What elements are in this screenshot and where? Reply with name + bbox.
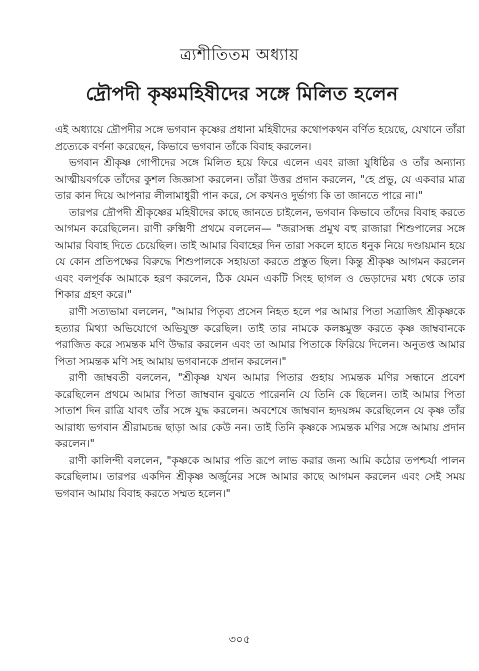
- paragraph: তারপর দ্রৌপদী শ্রীকৃষ্ণের মহিষীদের কাছে জানতে চাইলেন, ভগবান কিভাবে তাঁদের বিবাহ করতে আগমন করেছিলেন। রাণী রুক্মিণী প্রথমে বললেন— "জরাসন্ধ প্রমুখ বহু রাজারা শিশুপালের সঙ্গে আমার বিবাহ দিতে চেয়েছিল। তাই আমার বিবাহের দিন তারা সকলে হাতে ধনুক নিয়ে দণ্ডায়মান হয়ে যে কোন প্রতিপক্ষের বিরুদ্ধে শিশুপালকে সহায়তা করতে প্রস্তুত ছিল। কিন্তু শ্রীকৃষ্ণ আগমন করলেন এবং বলপূর্বক আমাকে হরণ করলেন, ঠিক যেমন একটি সিংহ ছাগল ও ভেড়াদের মধ্য থেকে তার শিকার গ্রহণ করে।": [55, 206, 465, 302]
- chapter-title: দ্রৌপদী কৃষ্ণমহিষীদের সঙ্গে মিলিত হলেন: [85, 83, 399, 105]
- page-number: ৩০৫: [228, 633, 251, 646]
- paragraph: রাণী সত্যভামা বললেন, "আমার পিতৃব্য প্রসেন নিহত হলে পর আমার পিতা সত্রাজিৎ শ্রীকৃষ্ণকে হত্যার মিথ্যা অভিযোগে অভিযুক্ত করেছিল। তাই তার নামকে কলঙ্কমুক্ত করতে কৃষ্ণ জাম্ববানকে পরাজিত করে স্যমন্তক মণি উদ্ধার করলেন এবং তা আমার পিতাকে ফিরিয়ে দিলেন। অনুতপ্ত আমার পিতা স্যমন্তক মণি সহ আমায় ভগবানকে প্রদান করলেন।": [55, 306, 466, 368]
- chapter-heading: ত্র্যশীতিতম অধ্যায়: [179, 45, 300, 64]
- paragraph: রাণী কালিন্দী বললেন, "কৃষ্ণকে আমার পতি রূপে লাভ করার জন্য আমি কঠোর তপশ্চর্যা পালন করেছিলাম। তারপর একদিন শ্রীকৃষ্ণ অর্জুনের সঙ্গে আমার কাছে আগমন করলেন এবং সেই সময় ভগবান আমায় বিবাহ করতে সম্মত হলেন।": [55, 454, 465, 501]
- paragraph-intro: এই অধ্যায়ে দ্রৌপদীর সঙ্গে ভগবান কৃষ্ণের প্রধানা মহিষীদের কথোপকথন বর্ণিত হয়েছে, যেখানে তাঁরা প্রত্যেকে বর্ণনা করেছেন, কিভাবে ভগবান তাঁকে বিবাহ করলেন।: [55, 124, 465, 153]
- body-text: [55, 122, 465, 503]
- paragraph: রাণী জাম্ববতী বললেন, "শ্রীকৃষ্ণ যখন আমার পিতার গুহায় স্যমন্তক মণির সন্ধানে প্রবেশ করেছিলেন প্রথমে আমার পিতা জাম্ববান বুঝতে পারেননি যে তিনি কে ছিলেন। তাই আমার পিতা সাতাশ দিন রাত্রি যাবৎ তাঁর সঙ্গে যুদ্ধ করলেন। অবশেষে জাম্ববান হৃদয়ঙ্গম করেছিলেন যে কৃষ্ণ তাঁর আরাধ্য ভগবান শ্রীরামচন্দ্র ছাড়া আর কেউ নন। তাই তিনি কৃষ্ণকে স্যমন্তক মণির সঙ্গে আমায় প্রদান করলেন।": [55, 372, 465, 451]
- paragraph: ভগবান শ্রীকৃষ্ণ গোপীদের সঙ্গে মিলিত হয়ে ফিরে এলেন এবং রাজা যুধিষ্ঠির ও তাঁর অন্যান্য আত্মীয়বর্গকে তাঁদের কুশল জিজ্ঞাসা করলেন। তাঁরা উত্তর প্রদান করলেন, "হে প্রভু, যে একবার মাত্র তার কান দিয়ে আপনার লীলামাধুরী পান করে, সে কখনও দুর্ভাগ্য কি তা জানতে পারে না।": [55, 157, 465, 203]
